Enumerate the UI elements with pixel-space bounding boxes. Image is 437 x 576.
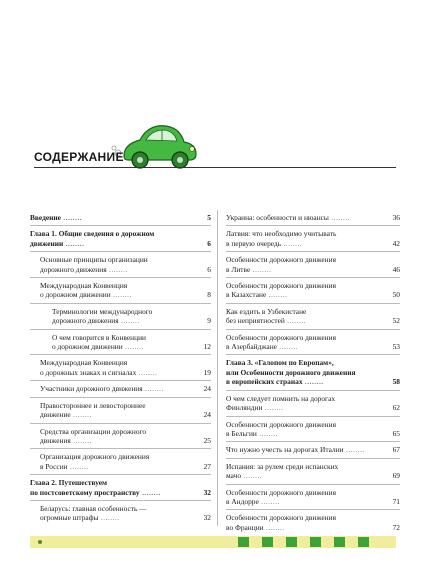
toc-entry-page: 53 [392,342,400,352]
toc-leader-dots: ........ [110,290,132,300]
toc-entry-page: 25 [203,435,211,445]
toc-entry-title: О чем говорится в Конвенции о дорожном движении [52,332,146,352]
toc-entry[interactable] [226,510,400,535]
toc-entry[interactable] [226,252,400,278]
toc-entry-page: 32 [203,487,211,497]
toc-entry[interactable] [30,475,211,501]
toc-entry-page: 71 [392,496,400,506]
toc-entry[interactable] [30,381,211,397]
toc-entry-title: Международная Конвенция о дорожном движении [40,281,128,300]
toc-entry-page: 36 [392,213,400,222]
toc-entry-title: Украина: особенности и нюансы [226,213,329,222]
toc-entry-page: 67 [392,445,400,455]
toc-entry-title: Правостороннее и левостороннее движение [40,400,146,420]
toc-entry-title: Особенности дорожного движения во Франции [226,513,336,532]
toc-entry-title: Особенности дорожного движения в Азербайджане [226,332,336,352]
toc-column-right [226,210,400,535]
toc-entry-title: Глава 3. «Галопом по Европам», или Особенности дорожного движения в европейских странах [226,358,356,387]
toc-leader-dots: ........ [302,377,324,387]
toc-entry[interactable] [30,424,211,450]
toc-entry[interactable] [226,278,400,304]
toc-leader-dots: ........ [262,403,284,413]
footer-bullet [38,540,42,544]
page-title: СОДЕРЖАНИЕ [34,150,124,164]
toc-entry-page: 9 [207,316,211,326]
toc-leader-dots: ........ [276,342,299,352]
toc-entry-page: 6 [207,264,211,274]
toc-entry[interactable] [226,210,400,226]
toc-entry-page: 5 [207,213,211,222]
toc-entry-title: Особенности дорожного движения в Казахстане [226,281,336,300]
toc-entry[interactable] [30,398,211,424]
footer-square [334,537,345,547]
toc-leader-dots: ........ [70,435,92,445]
toc-leader-dots: ........ [70,410,92,420]
toc-entry-title: Латвия: что необходимо учитывать в первую очередь [226,229,337,248]
footer-square [238,537,249,547]
toc-entry-title: Международная Конвенция о дорожных знаках и сигналах [40,358,137,377]
toc-entry[interactable] [30,278,211,304]
toc-leader-dots: ........ [241,471,263,481]
toc-entry-title: Особенности дорожного движения в Литве [226,255,336,274]
toc-leader-dots: ........ [67,461,89,471]
toc-entry-page: 12 [203,342,211,352]
toc-entry-title: О чем следует помнить на дорогах Финляндии [226,393,336,413]
footer-square [262,537,273,547]
green-car-icon [110,120,200,172]
toc-leader-dots: ........ [136,367,158,377]
toc-entry-title: Глава 1. Общие сведения о дорожном движении [30,229,155,248]
toc-entry[interactable] [226,355,400,390]
toc-leader-dots: ........ [122,342,144,352]
toc-entry[interactable] [30,252,211,278]
toc-entry-title: Организация дорожного движения в России [40,452,150,471]
toc-entry[interactable] [30,304,211,330]
toc-entry-title: Введение [30,213,61,222]
toc-entry-title: Участники дорожного движения [40,384,143,394]
toc-leader-dots: ........ [98,513,120,523]
toc-leader-dots: ........ [60,213,83,222]
toc-leader-dots: ........ [250,264,272,274]
toc-leader-dots: ........ [139,487,161,497]
toc-entry-page: 52 [392,316,400,326]
toc-entry-title: Особенности дорожного движения в Андорре [226,487,336,506]
toc-entry-page: 46 [392,264,400,274]
footer-square [286,537,297,547]
toc-entry[interactable] [30,355,211,381]
footer-square [358,537,369,547]
toc-entry[interactable] [30,210,211,226]
toc-leader-dots: ........ [263,522,285,532]
toc-leader-dots: ........ [281,238,303,248]
toc-leader-dots: ........ [118,316,140,326]
toc-leader-dots: ........ [106,264,128,274]
toc-entry[interactable] [226,304,400,330]
toc-entry-page: 8 [207,290,211,300]
toc-leader-dots: ........ [258,496,280,506]
toc-leader-dots: ........ [343,445,365,455]
toc-entry-page: 32 [203,513,211,523]
toc-leader-dots: ........ [256,428,279,438]
toc-column-left [30,210,218,526]
toc-entry-page: 65 [392,428,400,438]
toc-entry-title: Средства организации дорожного движения [40,426,147,445]
toc-entry-title: Что нужно учесть на дорогах Италии [226,445,344,455]
toc-entry[interactable] [30,330,211,356]
toc-entry[interactable] [30,449,211,475]
toc-entry-title: Глава 2. Путешествуем по постсоветскому пространству [30,478,140,497]
toc-entry-page: 42 [392,238,400,248]
toc-entry[interactable] [226,417,400,443]
toc-entry-title: Как ездить в Узбекистане без неприятностей [226,306,307,326]
toc-leader-dots: ........ [63,238,85,248]
toc-entry-title: Особенности дорожного движения в Бельгии [226,419,336,438]
toc-leader-dots: ........ [284,316,306,326]
toc-entry[interactable] [226,391,400,417]
toc-entry-page: 72 [392,522,400,532]
toc-entry-page: 24 [203,384,211,394]
toc-entry-page: 24 [203,410,211,420]
toc-entry-page: 6 [207,238,211,248]
toc-entry[interactable] [30,501,211,526]
toc-entry-title: Беларусь: главная особенность — огромные штрафы [40,503,147,523]
toc-entry[interactable] [30,226,211,252]
toc-entry-page: 27 [203,461,211,471]
toc-leader-dots: ........ [266,290,288,300]
footer-square [310,537,321,547]
toc-entry-title: Основные принципы организации дорожного движения [40,255,148,274]
toc-entry[interactable] [226,330,400,356]
toc-entry-title: Испания: за рулем среди испанских мачо [226,461,339,481]
toc-leader-dots: ........ [142,384,164,394]
toc-entry[interactable] [226,442,400,458]
toc-entry-page: 50 [392,290,400,300]
toc-entry-page: 58 [392,377,400,387]
toc-entry[interactable] [226,459,400,485]
toc-entry-page: 69 [392,471,400,481]
toc-entry[interactable] [226,485,400,511]
toc-entry-page: 19 [203,367,211,377]
toc-entry-page: 62 [392,403,400,413]
title-underline [34,167,396,168]
toc-entry-title: Терминологии международного дорожного движения [52,306,153,326]
toc-leader-dots: ........ [328,213,351,222]
toc-entry[interactable] [226,226,400,252]
